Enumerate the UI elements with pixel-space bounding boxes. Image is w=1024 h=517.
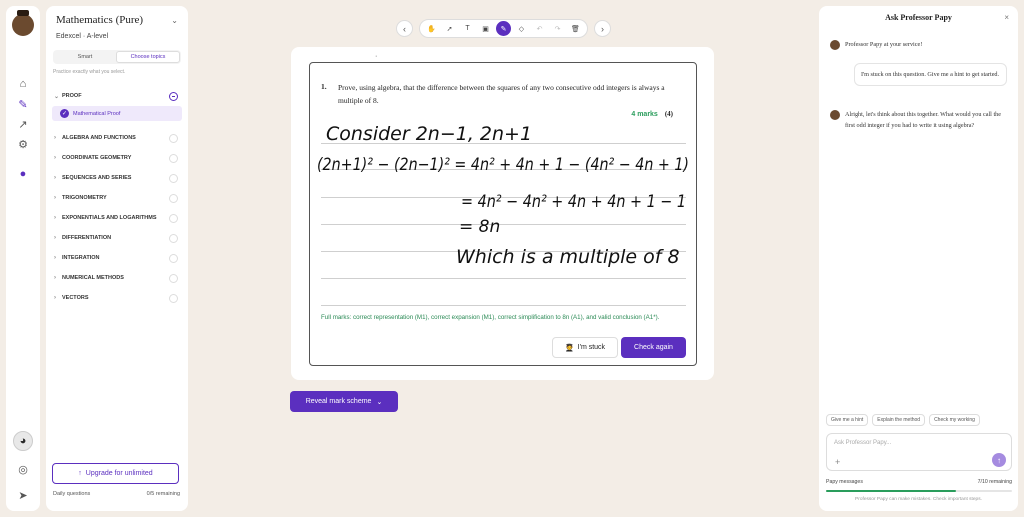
mode-smart[interactable]: Smart xyxy=(77,54,93,60)
usage-row xyxy=(826,479,1012,485)
progress-circle xyxy=(169,254,178,263)
chip-check[interactable]: Check my working xyxy=(929,414,980,426)
topic-item[interactable]: › EXPONENTIALS AND LOGARITHMS xyxy=(52,208,182,228)
bot-message: Professor Papy at your service! xyxy=(830,39,1010,50)
chat-title: Ask Professor Papy xyxy=(885,13,952,22)
usage-label: Papy messages xyxy=(826,479,863,485)
progress-circle xyxy=(169,294,178,303)
avatar[interactable]: ◕ xyxy=(13,431,33,451)
handwriting-line: (2n+1)² − (2n−1)² = 4n² + 4n + 1 − (4n² − 4n + 1) xyxy=(317,155,689,175)
topic-item[interactable]: › COORDINATE GEOMETRY xyxy=(52,148,182,168)
handwritten-answer[interactable] xyxy=(317,120,691,310)
settings-icon[interactable]: ⚙ xyxy=(18,138,28,151)
progress-circle xyxy=(169,274,178,283)
mode-toggle xyxy=(53,50,181,64)
eraser-icon[interactable]: ◇ xyxy=(518,25,525,33)
usage-bar-fill xyxy=(826,490,956,492)
send-icon[interactable]: ➤ xyxy=(18,489,28,502)
progress-circle xyxy=(169,134,178,143)
topic-item[interactable]: › SEQUENCES AND SERIES xyxy=(52,168,182,188)
subject-title[interactable]: Mathematics (Pure) xyxy=(56,14,144,26)
papy-icon: 🧑‍🎓 xyxy=(564,344,574,352)
topic-item[interactable]: › VECTORS xyxy=(52,288,182,308)
professor-papy-logo[interactable] xyxy=(12,14,34,36)
usage-bar xyxy=(826,490,1012,492)
plus-icon[interactable]: + xyxy=(835,457,841,467)
disclaimer: Professor Papy can make mistakes. Check important steps. xyxy=(855,497,982,502)
papy-avatar xyxy=(830,110,840,120)
equation-icon[interactable]: ▣ xyxy=(482,25,489,33)
topic-item[interactable]: › DIFFERENTIATION xyxy=(52,228,182,248)
practice-icon[interactable]: ✎ xyxy=(18,98,28,111)
redo-icon[interactable]: ↷ xyxy=(554,25,561,33)
question-number: 1. xyxy=(321,82,327,91)
chat-panel xyxy=(819,6,1018,511)
chevron-right-icon: › xyxy=(54,275,56,281)
bot-message: Alright, let's think about this together. What would you call the first odd integer if you had to write it using algebra? xyxy=(830,109,1010,131)
progress-circle xyxy=(169,234,178,243)
upgrade-button[interactable]: ↑ Upgrade for unlimited xyxy=(52,463,179,484)
next-question-button[interactable]: › xyxy=(594,20,611,37)
chip-explain[interactable]: Explain the method xyxy=(872,414,925,426)
handwriting-line: = 8n xyxy=(459,217,501,237)
home-icon[interactable]: ⌂ xyxy=(19,78,27,90)
progress-circle xyxy=(169,214,178,223)
topic-item[interactable]: ⌄ PROOF xyxy=(52,86,182,106)
chevron-right-icon: › xyxy=(54,235,56,241)
hand-icon[interactable]: ✋ xyxy=(427,25,436,33)
chevron-right-icon: › xyxy=(54,215,56,221)
papy-avatar xyxy=(830,40,840,50)
im-stuck-button[interactable]: 🧑‍🎓 I'm stuck xyxy=(552,337,618,358)
arrow-up-icon: ↑ xyxy=(78,470,82,477)
daily-questions-label: Daily questions xyxy=(53,491,91,497)
topics-panel xyxy=(46,6,188,511)
pen-icon[interactable]: ✎ xyxy=(496,21,511,36)
suggestion-chips xyxy=(826,414,980,426)
chevron-down-icon: ⌄ xyxy=(376,398,383,406)
check-icon: ✓ xyxy=(61,111,68,117)
drawing-toolbar xyxy=(396,19,611,38)
chevron-right-icon: › xyxy=(54,155,56,161)
topic-item[interactable]: › INTEGRATION xyxy=(52,248,182,268)
decoration-dot: · xyxy=(375,53,378,60)
question-box xyxy=(309,62,697,366)
progress-circle xyxy=(169,174,178,183)
marks-badge: 4 marks (4) xyxy=(631,110,673,118)
discord-icon[interactable]: ● xyxy=(19,168,27,180)
topic-list xyxy=(52,86,182,308)
topic-item[interactable]: › TRIGONOMETRY xyxy=(52,188,182,208)
progress-circle xyxy=(169,154,178,163)
daily-questions-value: 0/5 remaining xyxy=(146,491,180,497)
chevron-down-icon[interactable]: ⌄ xyxy=(171,16,178,25)
text-icon[interactable]: T xyxy=(465,25,470,32)
send-button[interactable]: ↑ xyxy=(992,453,1006,467)
handwriting-line: = 4n² − 4n² + 4n + 4n + 1 − 1 xyxy=(461,192,686,212)
usage-value: 7/10 remaining xyxy=(977,479,1012,485)
prev-question-button[interactable]: ‹ xyxy=(396,20,413,37)
chat-input[interactable] xyxy=(826,433,1012,471)
tool-group xyxy=(419,19,588,38)
mode-choose-topics[interactable]: Choose topics xyxy=(116,51,180,63)
chevron-right-icon: › xyxy=(54,255,56,261)
reveal-mark-scheme-button[interactable]: Reveal mark scheme ⌄ xyxy=(290,391,398,412)
handwriting-line: Which is a multiple of 8 xyxy=(456,246,680,268)
chevron-right-icon: › xyxy=(54,195,56,201)
close-icon[interactable]: × xyxy=(1004,13,1009,22)
progress-icon[interactable]: ↗ xyxy=(18,118,28,131)
trash-icon[interactable]: 🗑 xyxy=(571,25,580,33)
chat-placeholder: Ask Professor Papy... xyxy=(834,440,892,446)
check-again-button[interactable]: Check again xyxy=(621,337,686,358)
chevron-down-icon: ⌄ xyxy=(54,93,60,100)
select-icon[interactable]: ➚ xyxy=(446,25,453,33)
question-text: Prove, using algebra, that the difference between the squares of any two consecutive odd integers is always a multiple of 8. xyxy=(338,83,665,105)
exam-board: Edexcel · A-level xyxy=(56,33,109,40)
feedback-text: Full marks: correct representation (M1), correct expansion (M1), correct simplification to 8n (A1), and valid conclusion (A1*). xyxy=(321,314,660,321)
chevron-right-icon: › xyxy=(54,135,56,141)
progress-circle xyxy=(169,92,178,101)
progress-circle xyxy=(169,194,178,203)
handwriting-line: Consider 2n−1, 2n+1 xyxy=(326,123,533,145)
help-icon[interactable]: ◎ xyxy=(18,463,28,476)
mode-hint: Practice exactly what you select. xyxy=(53,69,126,75)
chevron-right-icon: › xyxy=(54,175,56,181)
subtopic-item[interactable]: ✓ Mathematical Proof xyxy=(52,106,182,121)
topic-item[interactable]: › ALGEBRA AND FUNCTIONS xyxy=(52,128,182,148)
chevron-right-icon: › xyxy=(54,295,56,301)
undo-icon[interactable]: ↶ xyxy=(536,25,543,33)
topic-item[interactable]: › NUMERICAL METHODS xyxy=(52,268,182,288)
user-message: I'm stuck on this question. Give me a hint to get started. xyxy=(854,63,1007,86)
chip-hint[interactable]: Give me a hint xyxy=(826,414,868,426)
question-card xyxy=(291,47,714,380)
icon-rail xyxy=(6,6,40,511)
